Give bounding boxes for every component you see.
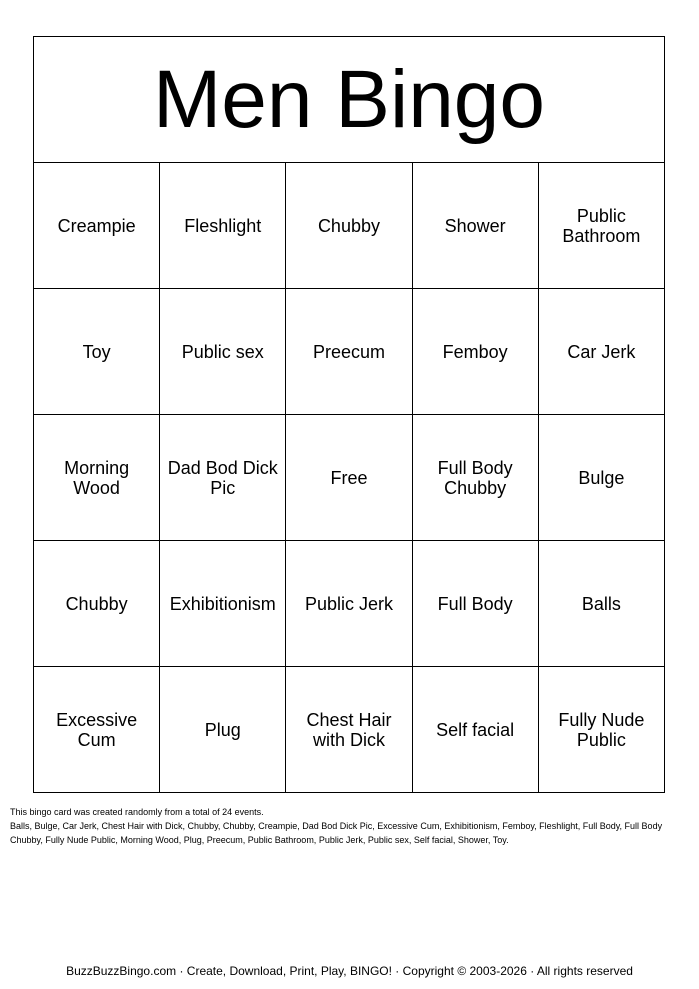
bingo-row: [34, 163, 665, 289]
creation-note: This bingo card was created randomly from a total of 24 events.: [10, 807, 264, 817]
bingo-square: Bulge: [538, 415, 664, 541]
bingo-square: Exhibitionism: [160, 541, 286, 667]
bingo-square: Balls: [538, 541, 664, 667]
bingo-square: Public Bathroom: [538, 163, 664, 289]
site-footer: BuzzBuzzBingo.com · Create, Download, Print, Play, BINGO! · Copyright © 2003-2026 · All rights reserved: [66, 964, 633, 978]
card-title: Men Bingo: [34, 37, 665, 163]
bingo-square: Plug: [160, 667, 286, 793]
bingo-square: Chubby: [34, 541, 160, 667]
title-row: [34, 37, 665, 163]
bingo-square: Shower: [412, 163, 538, 289]
bingo-square: Full Body: [412, 541, 538, 667]
bingo-card: [33, 36, 665, 793]
bingo-square: Morning Wood: [34, 415, 160, 541]
bingo-row: [34, 541, 665, 667]
bingo-square: Dad Bod Dick Pic: [160, 415, 286, 541]
bingo-row: [34, 415, 665, 541]
bingo-square: Excessive Cum: [34, 667, 160, 793]
bingo-square: Toy: [34, 289, 160, 415]
bingo-square: Chubby: [286, 163, 412, 289]
bingo-square: Self facial: [412, 667, 538, 793]
bingo-square: Full Body Chubby: [412, 415, 538, 541]
free-square: Free: [286, 415, 412, 541]
bingo-square: Fully Nude Public: [538, 667, 664, 793]
events-list: Balls, Bulge, Car Jerk, Chest Hair with Dick, Chubby, Chubby, Creampie, Dad Bod Dick Pic, Excessive Cum, Exhibitionism, Femboy, Fleshlight, Full Body, Full Body Chubby, Fully Nude Public, Morning Wood, Plug, Preecum, Public Bathroom, Public Jerk, Public sex, Self facial, Shower, Toy.: [10, 821, 663, 845]
bingo-square: Fleshlight: [160, 163, 286, 289]
bingo-square: Creampie: [34, 163, 160, 289]
bingo-square: Chest Hair with Dick: [286, 667, 412, 793]
bingo-row: [34, 289, 665, 415]
bingo-square: Preecum: [286, 289, 412, 415]
bingo-row: [34, 667, 665, 793]
bingo-square: Femboy: [412, 289, 538, 415]
bingo-square: Public sex: [160, 289, 286, 415]
bingo-square: Public Jerk: [286, 541, 412, 667]
bingo-square: Car Jerk: [538, 289, 664, 415]
